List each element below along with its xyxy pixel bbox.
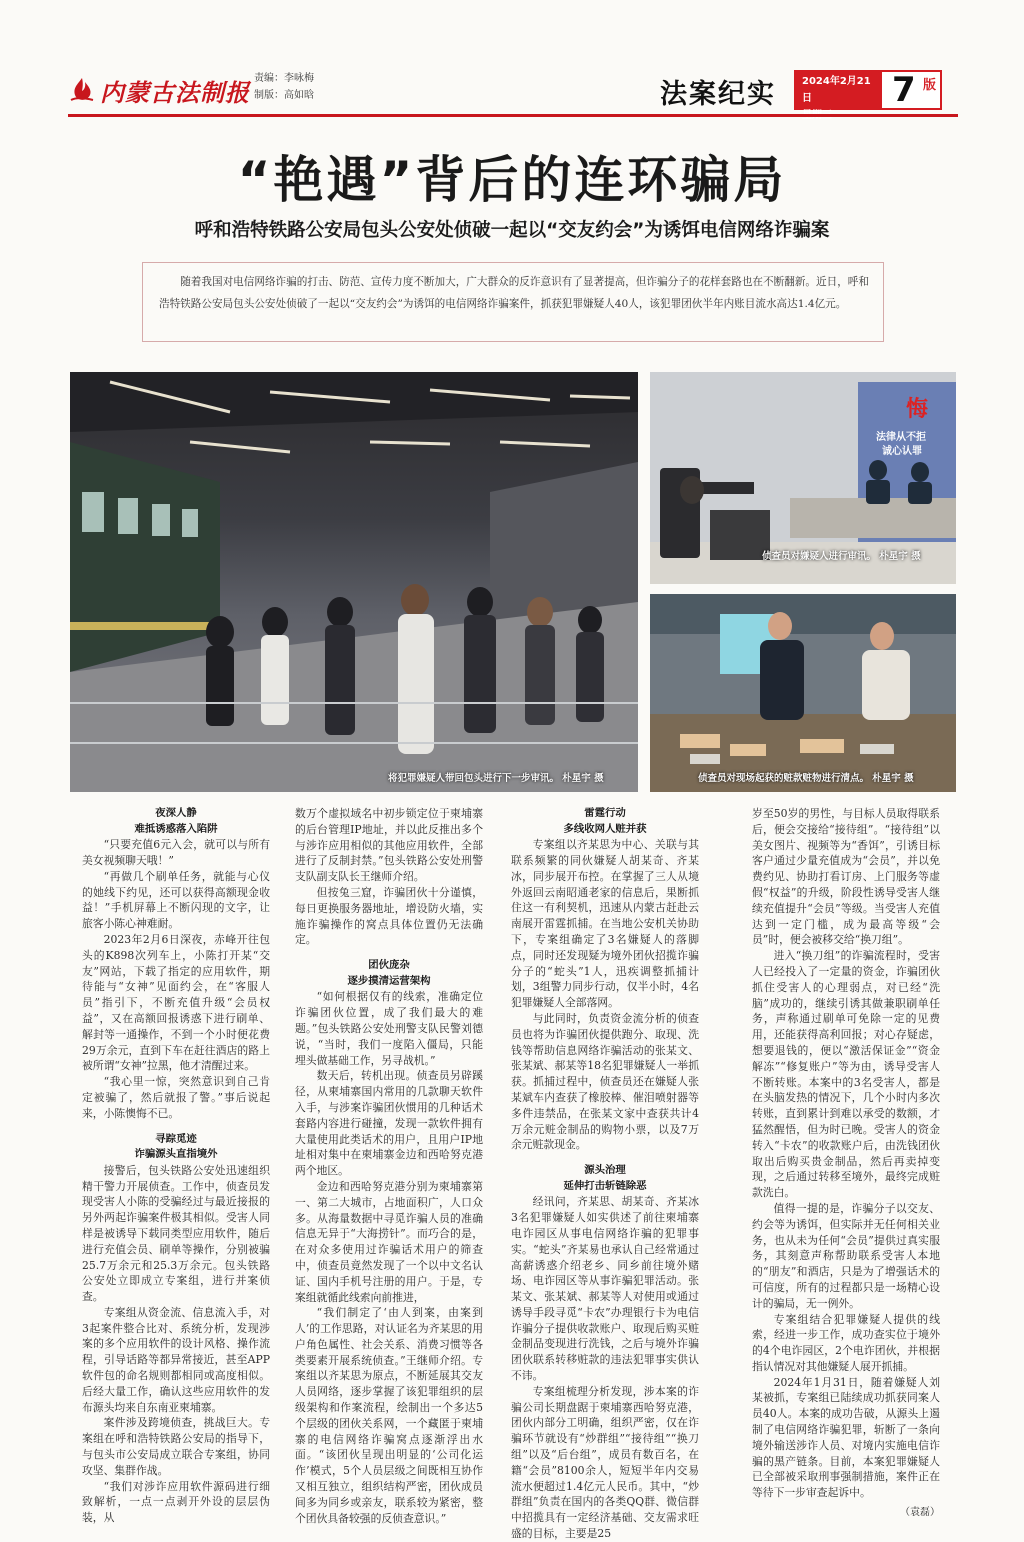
issue-date: 2024年2月21日 <box>802 76 871 104</box>
section-heading-3-line-1: 团伙庞杂 <box>368 959 410 972</box>
producer-credit: 制版：高如晗 <box>254 90 314 101</box>
section-gap <box>511 1153 699 1163</box>
staff-credits <box>254 70 314 104</box>
headline: “艳遇”背后的连环骗局 <box>237 151 787 209</box>
platform-scene-illustration <box>70 372 638 792</box>
section-heading-3-line-2: 逐步摸清运营架构 <box>347 974 431 987</box>
paragraph: “我们制定了‘由人到案，由案到人’的工作思路，对认证名为齐某思的用户角色属性、社会关系、消费习惯等各类要素开展系统侦查。”王继师介绍。专案组以齐某思为原点，不断延展其交友人员网络，逐步掌握了该犯罪组织的层级架构和作案流程，绘制出一个多达5个层级的团伙关系网，一个藏匿于柬埔寨的电信网络诈骗窝点逐渐浮出水面。“该团伙呈现出明显的‘公司化运作’模式，5个人员层级之间既相互协作又相互独立，组织结构严密，团伙成员间多为同乡或亲友，联系较为紧密，整个团伙具备较强的反侦查意识。” <box>295 1306 483 1525</box>
editor-credit: 责编：李咏梅 <box>254 73 314 84</box>
paragraph: “只要充值6元入会，就可以与所有美女视频聊天哦！” <box>82 838 270 867</box>
page-box <box>880 70 942 110</box>
logo-text: 内蒙古法制报 <box>100 77 250 107</box>
photo-caption-interrogation: 侦查员对嫌疑人进行审讯。 朴星宇 摄 <box>762 551 921 562</box>
wall-slogan-1: 法律从不拒 <box>876 432 926 443</box>
paragraph: 专案组结合犯罪嫌疑人提供的线索，经进一步工作，成功查实位于境外的4个电诈园区，2个电诈团伙，并根据指认情况对其他嫌疑人展开抓捕。 <box>752 1312 940 1373</box>
flame-logo-icon <box>68 76 96 104</box>
paragraph: 专案组从资金流、信息流入手，对3起案件整合比对、系统分析，发现涉案的多个应用软件的设计风格、操作流程，引导话路等都异常接近，甚至APP软件包的命名规则都相同或高度相似。后经大量工作，确认这些应用软件的发布源头均来自东南亚柬埔寨。 <box>82 1305 270 1414</box>
newspaper-logo <box>68 70 250 110</box>
page-number: 7 <box>892 70 916 110</box>
wall-sign: 悔 <box>906 397 929 422</box>
section-heading-5 <box>511 1163 699 1194</box>
section-heading-2-line-1: 寻踪觅迹 <box>155 1132 197 1145</box>
paragraph: 案件涉及跨境侦查，挑战巨大。专案组在呼和浩特铁路公安局的指导下，与包头市公安局成立联合专案组，协同攻坚、集群作战。 <box>82 1416 270 1477</box>
paragraph: 2024年1月31日，随着嫌疑人刘某被抓，专案组已陆续成功抓获同案人员40人。本案的成功告破，从源头上遏制了电信网络诈骗犯罪，斩断了一条向境外输送涉诈人员、对境内实施电信诈骗的黑产链条。目前，本案犯罪嫌疑人已全部被采取刑事强制措施，案件正在等待下一步审查起诉中。 <box>752 1375 940 1500</box>
paragraph: “我们对涉诈应用软件源码进行细致解析，一点一点剥开外设的层层伪装，从 <box>82 1479 270 1525</box>
section-gap <box>295 948 483 958</box>
section-heading-4-line-2: 多线收网人赃并获 <box>563 822 647 835</box>
article-column-2 <box>295 806 483 1526</box>
photo-interrogation <box>650 372 956 584</box>
section-heading-2 <box>82 1132 270 1163</box>
section-heading-2-line-2: 诈骗源头直指境外 <box>134 1148 218 1161</box>
page-label: 版 <box>922 78 936 93</box>
section-heading-5-line-1: 源头治理 <box>584 1164 626 1177</box>
masthead-rule <box>68 114 958 117</box>
paragraph: 接警后，包头铁路公安处迅速组织精干警力开展侦查。工作中，侦查员发现受害人小陈的受骗经过与最近接报的另外两起诈骗案件极其相似。受害人同样是被诱导下载同类型应用软件，随后进行充值会员、刷单等操作，分别被骗25.7万余元和25.3万余元。包头铁路公安处立即成立专案组，进行并案侦查。 <box>82 1163 270 1304</box>
paragraph: 值得一提的是，诈骗分子以交友、约会等为诱饵，但实际并无任何相关业务，也从未为任何“会员”提供过真实服务，其刻意声称帮助联系受害人本地的“朋友”和酒店，只是为了增强话术的可信度，所有的过程都只是一场精心设计的骗局，无一例外。 <box>752 1201 940 1310</box>
subheadline: 呼和浩特铁路公安局包头公安处侦破一起以“交友约会”为诱饵电信网络诈骗案 <box>194 220 830 241</box>
photo-caption-platform: 将犯罪嫌疑人带回包头进行下一步审讯。 朴星宇 摄 <box>388 773 604 784</box>
section-gap <box>82 1122 270 1132</box>
article-column-1 <box>82 806 270 1526</box>
paragraph: “再做几个刷单任务，就能与心仪的她线下约见，还可以获得高额现金收益！”手机屏幕上不断闪现的文字，让旅客小陈心神难耐。 <box>82 869 270 931</box>
paragraph: 岁至50岁的男性，与目标人员取得联系后，便会交接给“接待组”。“接待组”以美女图片、视频等为“香饵”，引诱目标客户通过少量充值成为“会员”，并以免费约见、协助打看订房、上门服务等虚假“权益”的升级，阶段性诱导受害人继续充值提升“会员”等级。当受害人充值达到一定门槛，成为最高等级“会员”时，便会被移交给“换刀组”。 <box>752 807 940 947</box>
paragraph: 金边和西哈努克港分别为柬埔寨第一、第二大城市，占地面积广，人口众多。从海量数据中寻觅诈骗人员的准确信息无异于“大海捞针”。而巧合的是，在对众多使用过诈骗话术用户的筛查中，侦查员竟然发现了一个以中文名认证、国内手机号注册的用户。于是，专案组就循此线索向前推进， <box>295 1179 483 1304</box>
photo-platform-escort <box>70 372 638 792</box>
section-heading-4 <box>511 806 699 837</box>
masthead <box>68 66 958 118</box>
paragraph: 但按兔三窟，诈骗团伙十分谨慎，每日更换服务器地址，增设防火墙，实施诈骗操作的窝点具体位置仍无法确定。 <box>295 885 483 947</box>
photo-evidence-count <box>650 594 956 792</box>
lead-box <box>142 262 884 342</box>
paragraph: 数万个虚拟域名中初步锁定位于柬埔寨的后台管理IP地址，并以此反推出多个与涉诈应用相似的其他应用软件，全部进行了反制封禁。”包头铁路公安处刑警支队副支队长王继师介绍。 <box>295 807 483 884</box>
section-heading-1 <box>82 806 270 837</box>
author-byline: （袁磊） <box>900 1507 940 1519</box>
paragraph: 数天后，转机出现。侦查员另辟蹊径，从柬埔寨国内常用的几款聊天软件入手，与涉案诈骗团伙惯用的几种话术套路内容进行碰撞，发现一款软件拥有大量使用此类话术的用户，且用户IP地址相对集中在柬埔寨金边和西哈努克港两个地区。 <box>295 1069 483 1178</box>
paragraph: 进入“换刀组”的诈骗流程时，受害人已经投入了一定量的资金，诈骗团伙抓住受害人的心理弱点，对已经“洗脑”成功的，继续引诱其做兼职刷单任务，声称通过刷单可免除一定的见费用，还能获得高利回报；对心存疑虑，想要退钱的，便以“激活保证金”“资金解冻”“修复账户”等为由，诱导受害人不断转账。本案中的3名受害人，都是在头脑发热的情况下，几个小时内多次转账，直到累计到难以承受的数额，才猛然醒悟，但为时已晚。受害人的资金转入“卡农”的收款账户后，由洗钱团伙取出后购买贵金制品，然后再卖掉变现，之后通过转移至境外，最终完成赃款洗白。 <box>752 949 940 1200</box>
section-heading-3 <box>295 958 483 989</box>
photo-caption-evidence: 侦查员对现场起获的赃款赃物进行清点。 朴星宇 摄 <box>698 773 914 784</box>
paragraph: 2023年2月6日深夜，赤峰开往包头的K898次列车上，小陈打开某“交友”网站，下载了指定的应用软件，期待能与“女神”见面约会，在“客服人员”指引下，不断充值升级“会员权益”，又在高额回报诱惑下进行刷单、解封等一通操作，不到一个小时便花费29万余元，直到下车在赶往酒店的路上被所谓“女神”拉黑，他才清醒过来。 <box>82 932 270 1073</box>
paragraph: 经讯问，齐某思、胡某奇、齐某冰3名犯罪嫌疑人如实供述了前往柬埔寨电诈园区从事电信网络诈骗的犯罪事实。“蛇头”齐某易也承认自己经常通过高薪诱惑介绍老乡、同乡前往境外赌场、电诈园区等从事诈骗犯罪活动。张某文、张某斌、郝某等人对使用或通过诱导手段寻觅“卡农”办理银行卡为电信诈骗分子提供收款账户、取现后购买赃金制品变现进行洗钱，之后与境外诈骗团伙联系转移赃款的违法犯罪事实供认不讳。 <box>511 1195 699 1383</box>
section-heading-1-line-2: 难抵诱惑落入陷阱 <box>134 822 218 835</box>
paragraph: 专案组梳理分析发现，涉本案的诈骗公司长期盘踞于柬埔寨西哈努克港，团伙内部分工明确，组织严密，仅在诈骗环节就设有“炒群组”“接待组”“换刀组”以及“后台组”，成员有数百名，在籍“会员”8100余人，短短半年内交易流水便超过1.4亿元人民币。其中，“炒群组”负责在国内的各类QQ群、微信群中招揽具有一定经济基础、交友需求旺盛的目标，主要是25 <box>511 1384 699 1541</box>
evidence-count-illustration <box>650 594 956 792</box>
section-heading-5-line-2: 延伸打击斩链除恶 <box>563 1179 647 1192</box>
paragraph: 专案组以齐某思为中心、关联与其联系频繁的同伙嫌疑人胡某奇、齐某冰，同步展开布控。在掌握了三人从境外返回云南昭通老家的信息后，果断抓住这一有利契机，迅速从内蒙古赶赴云南展开雷霆抓捕。在当地公安机关协助下，专案组确定了3名嫌疑人的落脚点，同时还发现疑为境外团伙招揽诈骗分子的“蛇头”1人，迅疾调整抓捕计划，3组警力同步行动，仅半小时，4名犯罪嫌疑人全部落网。 <box>511 838 699 1010</box>
section-heading-1-line-1: 夜深人静 <box>155 807 197 819</box>
wall-slogan-2: 诚心认罪 <box>882 446 922 457</box>
section-name: 法案纪实 <box>660 79 776 110</box>
date-box <box>794 70 880 110</box>
lead-text: 随着我国对电信网络诈骗的打击、防范、宣传力度不断加大，广大群众的反诈意识有了显著提高，但诈骗分子的花样套路也在不断翻新。近日，呼和浩特铁路公安局包头公安处侦破了一起以“交友约会”为诱饵的电信网络诈骗案件，抓获犯罪嫌疑人40人，该犯罪团伙半年内账目流水高达1.4亿元。 <box>159 276 869 310</box>
paragraph: 与此同时，负责资金流分析的侦查员也将为诈骗团伙提供跑分、取现、洗钱等帮助信息网络诈骗活动的张某文、张某斌、郝某等18名犯罪嫌疑人一举抓获。抓捕过程中，侦查员还在嫌疑人张某斌车内查获了橡胶棒、催泪喷射器等多件违禁品，在张某文家中查获共计4万余元赃金制品的购物小票，以及7万余元赃款现金。 <box>511 1011 699 1152</box>
section-heading-4-line-1: 雷霆行动 <box>584 807 626 819</box>
article-column-3 <box>511 806 699 1542</box>
paragraph: “我心里一惊，突然意识到自己肯定被骗了，然后就报了警。”事后说起来，小陈懊悔不已。 <box>82 1075 270 1120</box>
article-column-4 <box>752 806 940 1521</box>
paragraph: “如何根据仅有的线索，准确定位诈骗团伙位置，成了我们最大的难题。”包头铁路公安处刑警支队民警刘德说，“当时，我们一度陷入僵局，只能埋头做基础工作，另寻战机。” <box>295 990 483 1067</box>
